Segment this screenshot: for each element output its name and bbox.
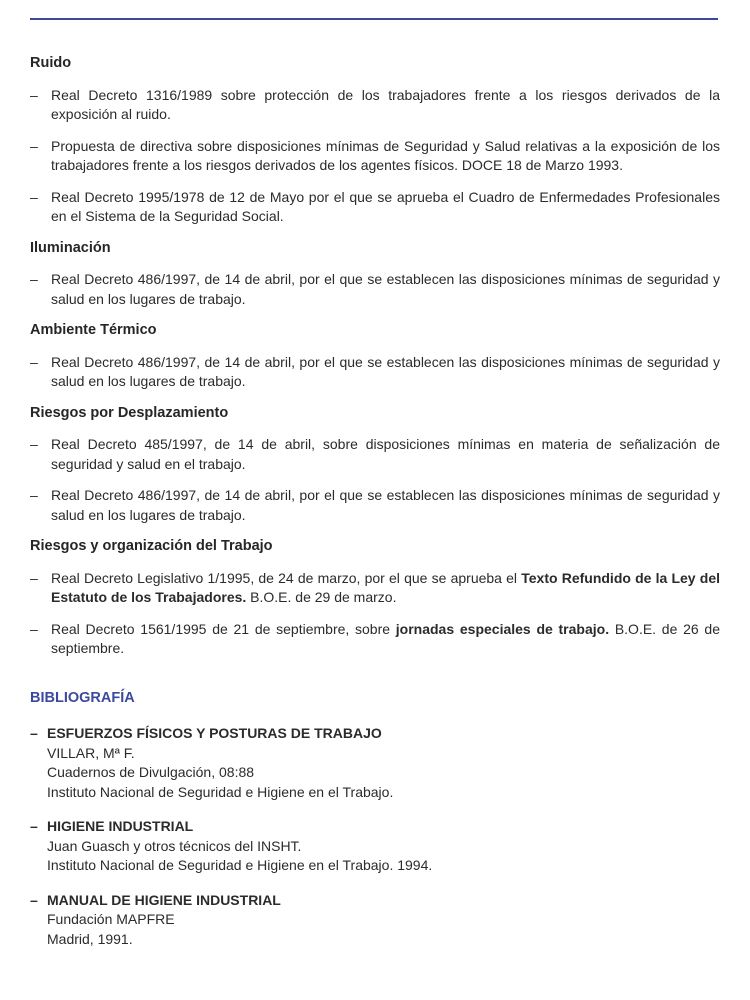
list-item [30, 270, 720, 309]
text-segment: B.O.E. de 29 de marzo. [246, 589, 397, 605]
bibliography-entry-line: Juan Guasch y otros técnicos del INSHT. [47, 837, 302, 854]
text-segment: Real Decreto 1561/1995 de 21 de septiembre, sobre [51, 620, 396, 637]
text-segment: Real Decreto 486/1997, de 14 de abril, por el que se establecen las disposiciones mínimas de seguridad y salud en los lugares de trabajo. [51, 271, 720, 307]
list-item-text [51, 354, 720, 390]
bibliography-list [30, 724, 720, 949]
page-content [30, 54, 720, 964]
list-item-text [51, 189, 720, 225]
dash-bullet: – [30, 353, 38, 370]
bibliography [30, 689, 720, 950]
dash-bullet: – [30, 86, 38, 103]
section-title: Riesgos por Desplazamiento [30, 404, 229, 421]
dash-bullet: – [30, 436, 38, 452]
dash-bullet: – [30, 818, 38, 834]
dash-bullet: – [30, 271, 38, 287]
top-rule [30, 18, 718, 20]
text-segment: Real Decreto 1995/1978 de 12 de Mayo por el que se aprueba el Cuadro de Enfermedades Profesionales en el Sistema de la Seguridad Social. [51, 188, 720, 224]
list-item [30, 435, 720, 474]
section-title: Ambiente Térmico [30, 322, 157, 338]
text-segment: Real Decreto 486/1997, de 14 de abril, por el que se establecen las disposiciones mínimas de seguridad y salud en los lugares de trabajo. [51, 353, 720, 389]
list-item [30, 137, 720, 176]
section [30, 537, 720, 659]
bibliography-entry-title: MANUAL DE HIGIENE INDUSTRIAL [47, 891, 281, 908]
list-item-text [51, 271, 720, 307]
list-item-text [51, 87, 720, 123]
text-segment: Real Decreto 485/1997, de 14 de abril, sobre disposiciones mínimas en materia de señalización de seguridad y salud en el trabajo. [51, 436, 720, 472]
list-item-text [51, 487, 720, 523]
dash-bullet: – [30, 891, 38, 908]
text-segment: Real Decreto Legislativo 1/1995, de 24 de marzo, por el que se aprueba el [51, 569, 522, 586]
bibliography-entry-line: Madrid, 1991. [47, 930, 133, 947]
bibliography-entry [30, 891, 720, 950]
bibliography-entry-title: HIGIENE INDUSTRIAL [47, 818, 194, 834]
text-segment: Real Decreto 486/1997, de 14 de abril, por el que se establecen las disposiciones mínimas de seguridad y salud en los lugares de trabajo. [51, 487, 720, 523]
bold-text: jornadas especiales de trabajo. [395, 620, 610, 637]
bibliography-title: BIBLIOGRAFÍA [30, 689, 135, 706]
bold-text: Texto Refundido de la Ley del Estatuto de los Trabajadores. [51, 569, 720, 605]
list-item-text [51, 436, 720, 472]
section [30, 321, 720, 392]
section [30, 404, 720, 526]
bibliography-entry [30, 724, 720, 802]
dash-bullet: – [30, 569, 38, 586]
section [30, 54, 720, 227]
dash-bullet: – [30, 137, 38, 154]
bibliography-entry [30, 817, 720, 876]
list-item [30, 569, 720, 608]
text-segment: Propuesta de directiva sobre disposiciones mínimas de Seguridad y Salud relativas a la exposición de los trabajadores frente a los riesgos derivados de los agentes físicos. DOCE 18 de Marzo 1993. [51, 137, 720, 173]
list-item [30, 620, 720, 659]
bibliography-entry-line: Instituto Nacional de Seguridad e Higiene en el Trabajo. 1994. [47, 857, 433, 873]
text-segment: B.O.E. de 26 de septiembre. [51, 620, 720, 656]
list-item [30, 353, 720, 392]
text-segment: Real Decreto 1316/1989 sobre protección de los trabajadores frente a los riesgos derivados de la exposición al ruido. [51, 86, 720, 122]
list-item-text [51, 138, 720, 174]
bibliography-entry-line: Fundación MAPFRE [47, 911, 175, 927]
bibliography-entry-line: Instituto Nacional de Seguridad e Higiene en el Trabajo. [47, 783, 394, 800]
bibliography-entry-title: ESFUERZOS FÍSICOS Y POSTURAS DE TRABAJO [47, 725, 382, 741]
dash-bullet: – [30, 620, 38, 637]
list-item [30, 86, 720, 125]
section-title: Ruido [30, 55, 72, 71]
list-item [30, 188, 720, 227]
regulations-sections [30, 54, 720, 659]
list-item [30, 486, 720, 525]
bibliography-entry-line: Cuadernos de Divulgación, 08:88 [47, 764, 255, 780]
dash-bullet: – [30, 725, 38, 741]
bibliography-entry-line: VILLAR, Mª F. [47, 744, 135, 761]
section-title: Riesgos y organización del Trabajo [30, 538, 273, 554]
list-item-text [51, 570, 720, 606]
section-title: Iluminación [30, 239, 111, 256]
section [30, 239, 720, 310]
dash-bullet: – [30, 188, 38, 205]
dash-bullet: – [30, 487, 38, 503]
list-item-text [51, 621, 720, 657]
